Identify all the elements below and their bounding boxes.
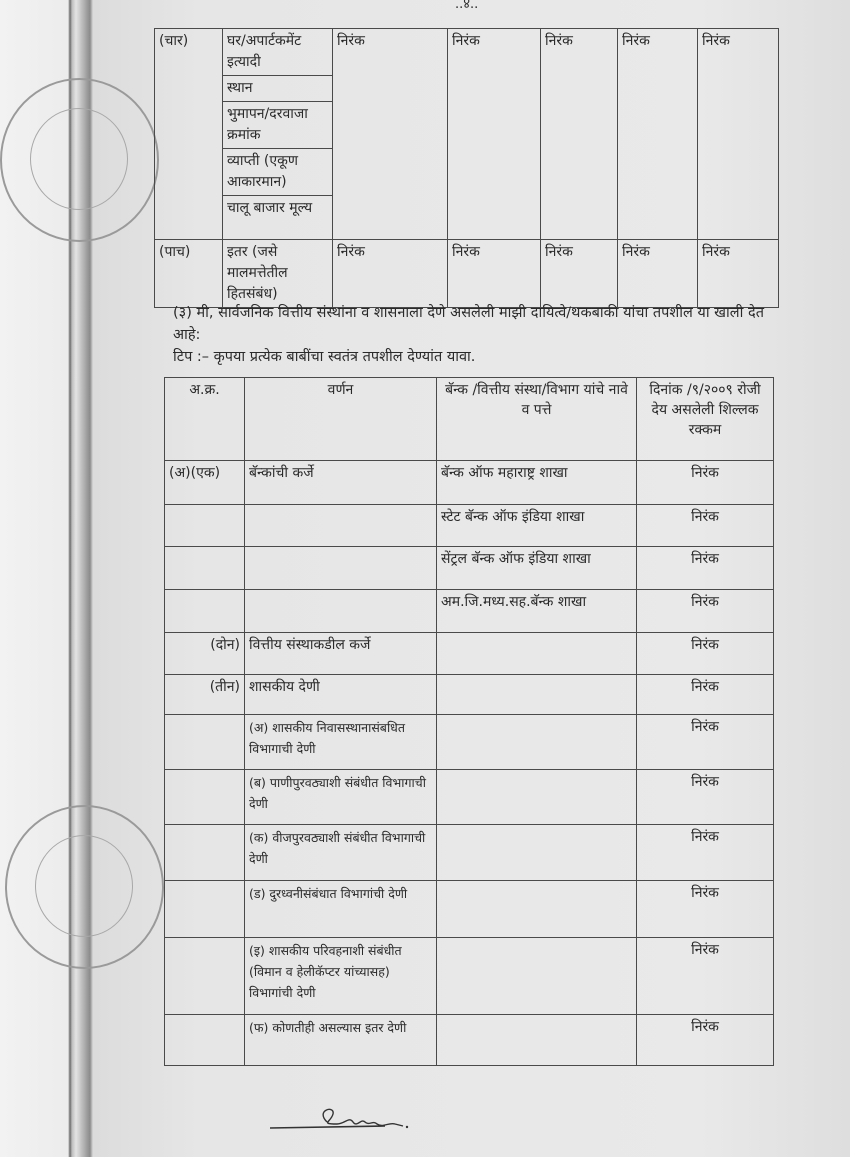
section-3-intro: (३) मी, सार्वजनिक वित्तीय संस्थांना व शासनाला देणे असलेली माझी दायित्वे/थकबाकी यांचा तपशील या खाली देत आहे:: [173, 305, 764, 343]
row-description: (ब) पाणीपुरवठ्याशी संबंधीत विभागाची देणी: [245, 770, 437, 825]
section-3-note: टिप :– कृपया प्रत्येक बाबींचा स्वतंत्र तपशील देण्यांत यावा.: [173, 349, 476, 365]
row-bank: [437, 1015, 637, 1066]
row-label: इतर (जसे मालमत्तेतील हितसंबंध): [223, 240, 333, 308]
header-row: [165, 378, 774, 461]
row-description: (फ) कोणतीही असल्यास इतर देणी: [245, 1015, 437, 1066]
row-description: [245, 547, 437, 590]
table-row: [165, 675, 774, 715]
row-bank: सेंट्रल बॅन्क ऑफ इंडिया शाखा: [437, 547, 637, 590]
row-bank: अम.जि.मध्य.सह.बॅन्क शाखा: [437, 590, 637, 633]
table-row: [165, 461, 774, 505]
value-cell: निरंक: [448, 29, 541, 240]
row-amount: निरंक: [637, 938, 774, 1015]
table-row: [165, 938, 774, 1015]
row-bank: [437, 938, 637, 1015]
table-row: [165, 825, 774, 881]
row-description: (इ) शासकीय परिवहनाशी संबंधीत (विमान व हेलीकॅप्टर यांच्यासह) विभागांची देणी: [245, 938, 437, 1015]
row-amount: निरंक: [637, 770, 774, 825]
row-index: [165, 505, 245, 547]
section-3-text: [173, 302, 773, 368]
value-cell: निरंक: [541, 29, 618, 240]
row-bank: [437, 715, 637, 770]
row-description: [245, 590, 437, 633]
table-row: [165, 505, 774, 547]
notary-stamp-bottom: [5, 805, 164, 969]
table-row: [165, 633, 774, 675]
row-index: (चार): [155, 29, 223, 240]
row-index: (अ)(एक): [165, 461, 245, 505]
row-description: (अ) शासकीय निवासस्थानासंबधित विभागाची देणी: [245, 715, 437, 770]
liabilities-table: [164, 377, 774, 1066]
value-cell: निरंक: [333, 29, 448, 240]
row-index: [165, 938, 245, 1015]
row-amount: निरंक: [637, 590, 774, 633]
value-cell: निरंक: [618, 240, 698, 308]
sub-item-label: व्याप्ती (एकूण आकारमान): [223, 149, 333, 196]
row-index: [165, 770, 245, 825]
row-amount: निरंक: [637, 505, 774, 547]
header-description: वर्णन: [245, 378, 437, 461]
row-amount: निरंक: [637, 675, 774, 715]
row-amount: निरंक: [637, 825, 774, 881]
value-cell: निरंक: [698, 240, 779, 308]
row-bank: बॅन्क ऑफ महाराष्ट्र शाखा: [437, 461, 637, 505]
row-index: (दोन): [165, 633, 245, 675]
row-bank: [437, 825, 637, 881]
page-number: ..४..: [455, 0, 479, 12]
row-index: [165, 715, 245, 770]
value-cell: निरंक: [541, 240, 618, 308]
row-amount: निरंक: [637, 461, 774, 505]
value-cell: निरंक: [448, 240, 541, 308]
row-description: (क) वीजपुरवठ्याशी संबंधीत विभागाची देणी: [245, 825, 437, 881]
table-row: [165, 715, 774, 770]
header-amount: दिनांक /९/२००९ रोजी देय असलेली शिल्लक रक्कम: [637, 378, 774, 461]
row-amount: निरंक: [637, 633, 774, 675]
row-description: (ड) दुरध्वनीसंबंधात विभागांची देणी: [245, 881, 437, 938]
table-row: [165, 881, 774, 938]
row-bank: [437, 881, 637, 938]
sub-item-label: स्थान: [223, 76, 333, 102]
row-description: बॅन्कांची कर्जे: [245, 461, 437, 505]
value-cell: निरंक: [618, 29, 698, 240]
table-row: [165, 770, 774, 825]
table-row: [155, 240, 779, 308]
row-index: [165, 590, 245, 633]
row-amount: निरंक: [637, 715, 774, 770]
row-description: शासकीय देणी: [245, 675, 437, 715]
value-cell: निरंक: [698, 29, 779, 240]
row-bank: स्टेट बॅन्क ऑफ इंडिया शाखा: [437, 505, 637, 547]
row-index: [165, 1015, 245, 1066]
row-description: वित्तीय संस्थाकडील कर्जे: [245, 633, 437, 675]
row-amount: निरंक: [637, 881, 774, 938]
notary-stamp-top: [0, 78, 159, 242]
signature: [265, 1100, 425, 1140]
row-bank: [437, 770, 637, 825]
header-bank-name: बॅन्क /वित्तीय संस्था/विभाग यांचे नावे व पत्ते: [437, 378, 637, 461]
row-amount: निरंक: [637, 547, 774, 590]
row-index: [165, 881, 245, 938]
row-amount: निरंक: [637, 1015, 774, 1066]
value-cell: निरंक: [333, 240, 448, 308]
table-row: [165, 590, 774, 633]
row-index: (पाच): [155, 240, 223, 308]
row-index: (तीन): [165, 675, 245, 715]
row-description: [245, 505, 437, 547]
row-index: [165, 547, 245, 590]
row-bank: [437, 675, 637, 715]
header-serial: अ.क्र.: [165, 378, 245, 461]
row-bank: [437, 633, 637, 675]
sub-item-label: भुमापन/दरवाजा क्रमांक: [223, 102, 333, 149]
sub-item-label: चालू बाजार मूल्य: [223, 196, 333, 240]
assets-table: [154, 28, 779, 308]
sub-item-label: घर/अपार्टकमेंट इत्यादी: [223, 29, 333, 76]
table-row: [165, 1015, 774, 1066]
table-row: [155, 29, 779, 76]
table-row: [165, 547, 774, 590]
row-index: [165, 825, 245, 881]
